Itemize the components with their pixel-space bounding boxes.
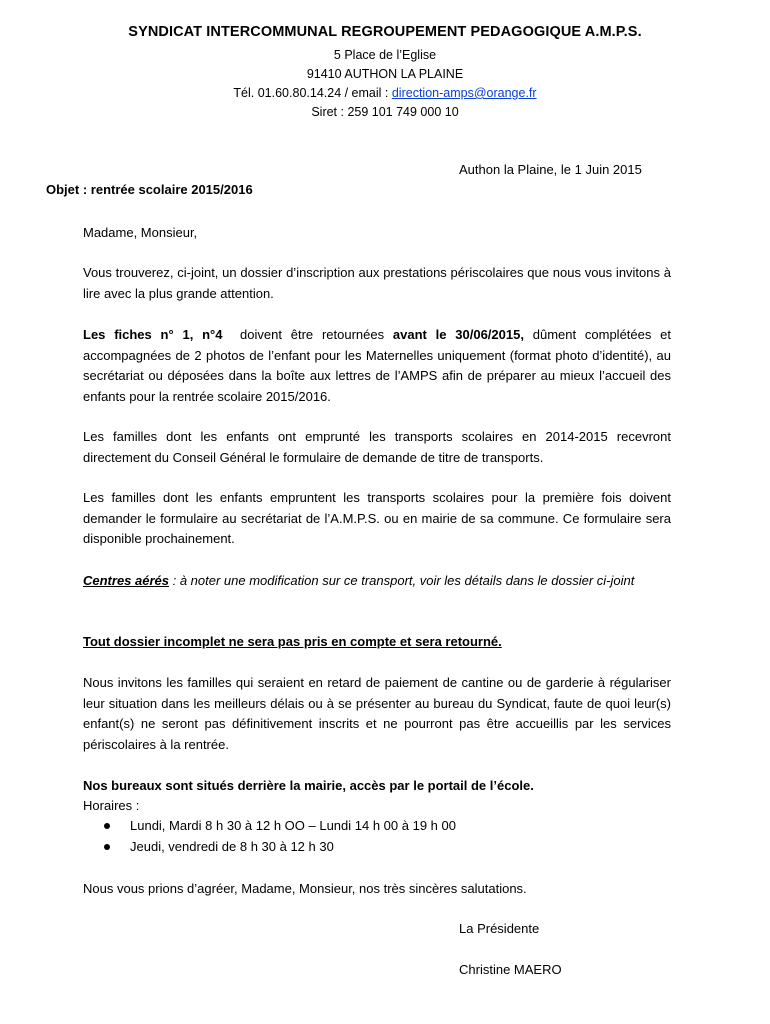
- place-date: Authon la Plaine, le 1 Juin 2015: [459, 162, 642, 177]
- paragraph-transport-existing: Les familles dont les enfants ont emprunté les transports scolaires en 2014-2015 recevront directement du Conseil Général le formulaire de demande de titre de transports.: [83, 429, 671, 465]
- paragraph-payment: Nous invitons les familles qui seraient en retard de paiement de cantine ou de garderie à régulariser leur situation dans les meilleurs délais ou à se présenter au bureau du Syndicat, faute de quoi leur(s) enfant(s) ne seront pas définitivement inscrits et ne pourront pas être accueillis par les services périscolaires à la rentrée.: [83, 675, 671, 752]
- deadline-bold: avant le 30/06/2015,: [392, 327, 524, 342]
- phone-text: Tél. 01.60.80.14.24 / email :: [233, 86, 392, 100]
- centres-aeres-label: Centres aérés: [83, 573, 169, 588]
- offices-location: Nos bureaux sont situés derrière la mairie, accès par le portail de l’école.: [83, 778, 534, 793]
- fiches-bold: Les fiches n° 1, n°4: [83, 327, 223, 342]
- paragraph-fiches: [83, 325, 671, 407]
- address-line-2: 91410 AUTHON LA PLAINE: [306, 67, 464, 81]
- paragraph-centres-aeres: [83, 571, 671, 592]
- email-link[interactable]: direction-amps@orange.fr: [391, 86, 537, 100]
- horaires-item-text: Lundi, Mardi 8 h 30 à 12 h OO – Lundi 14 h 00 à 19 h 00: [130, 818, 456, 833]
- paragraph-intro: Vous trouverez, ci-joint, un dossier d’inscription aux prestations périscolaires que nous vous invitons à lire avec la plus grande attention.: [83, 265, 671, 301]
- fiches-text-1: doivent être retournées: [222, 327, 393, 342]
- contact-line: [0, 86, 770, 100]
- address-line-1: 5 Place de l’Eglise: [333, 48, 437, 62]
- bullet-icon: [104, 844, 110, 850]
- paragraph-incomplete-warning: Tout dossier incomplet ne sera pas pris en compte et sera retourné.: [83, 634, 502, 649]
- subject-line: Objet : rentrée scolaire 2015/2016: [46, 182, 253, 197]
- horaires-label: Horaires :: [83, 798, 140, 813]
- closing-formula: Nous vous prions d’agréer, Madame, Monsieur, nos très sincères salutations.: [83, 881, 527, 896]
- signature-role: La Présidente: [459, 921, 540, 936]
- fiches-text-2: dûment complétées et accompagnées de 2 photos de l’enfant pour les Maternelles uniquement (format photo d’identité), au secrétariat ou déposées dans la boîte aux lettres de l’AMPS afin de préparer au mieux l’accueil des enfants pour la rentrée scolaire 2015/2016.: [83, 327, 671, 404]
- centres-aeres-text: : à noter une modification sur ce transport, voir les détails dans le dossier ci-joint: [169, 573, 635, 588]
- letterhead-title: SYNDICAT INTERCOMMUNAL REGROUPEMENT PEDAGOGIQUE A.M.P.S.: [128, 24, 642, 40]
- siret-line: Siret : 259 101 749 000 10: [311, 105, 459, 119]
- bullet-icon: [104, 823, 110, 829]
- salutation: Madame, Monsieur,: [83, 225, 198, 240]
- paragraph-transport-new: Les familles dont les enfants empruntent les transports scolaires pour la première fois doivent demander le formulaire au secrétariat de l’A.M.P.S. ou en mairie de sa commune. Ce formulaire sera disponible prochainement.: [83, 490, 671, 546]
- horaires-item-text: Jeudi, vendredi de 8 h 30 à 12 h 30: [130, 839, 334, 854]
- signature-name: Christine MAERO: [459, 962, 562, 977]
